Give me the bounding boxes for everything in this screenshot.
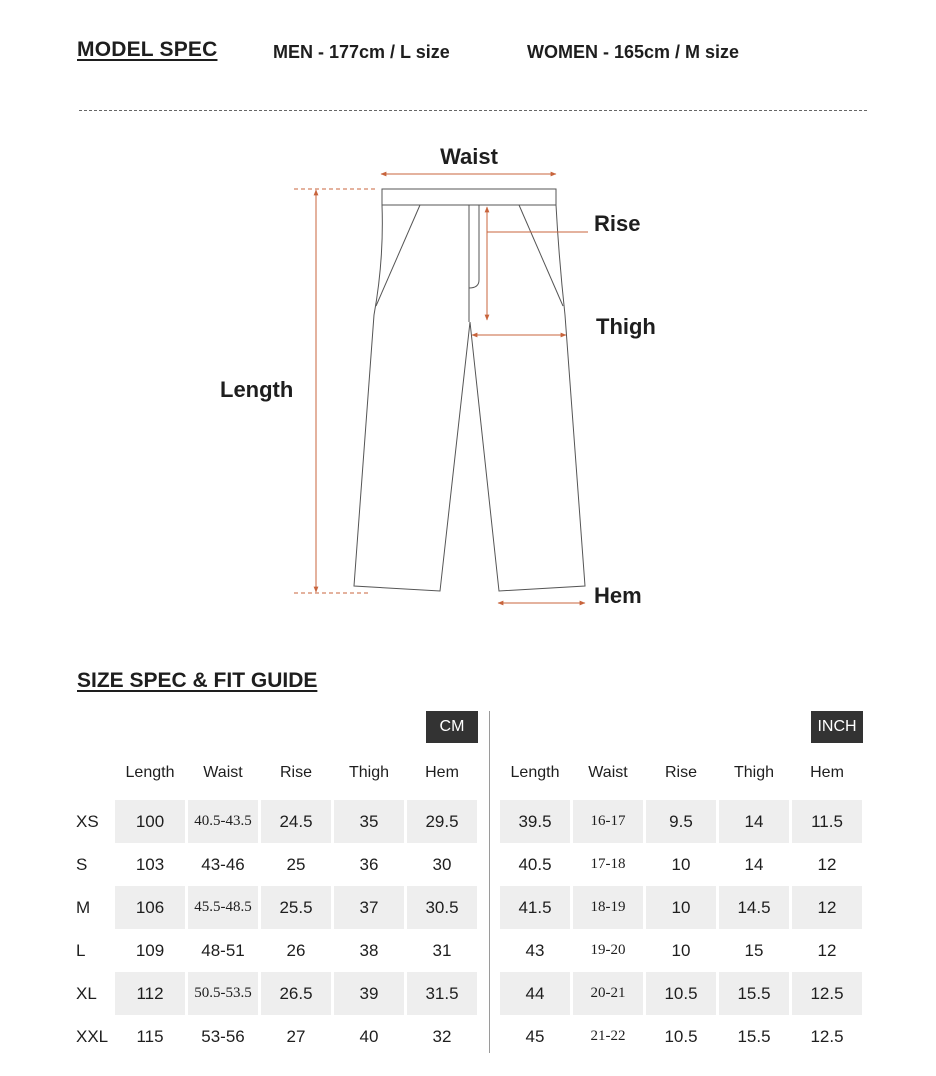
inch-cell: 43 [525, 940, 545, 960]
cm-cell: 50.5-53.5 [188, 972, 258, 1015]
cm-cell: 30 [432, 854, 452, 874]
inch-cell: 44 [500, 972, 570, 1015]
inch-cell: 9.5 [646, 800, 716, 843]
cm-header-length: Length [125, 764, 175, 781]
inch-cell: 21-22 [590, 1028, 626, 1044]
inch-cell: 14 [719, 800, 789, 843]
cm-cell: 26.5 [261, 972, 331, 1015]
cm-cell: 29.5 [407, 800, 477, 843]
inch-cell: 12 [817, 854, 837, 874]
inch-cell: 17-18 [590, 856, 626, 872]
cm-header-rise: Rise [279, 764, 312, 781]
cm-cell: 40.5-43.5 [188, 800, 258, 843]
cm-cell: 36 [359, 854, 379, 874]
inch-header-thigh: Thigh [733, 764, 775, 781]
thigh-label: Thigh [596, 314, 656, 339]
size-label-l: L [76, 940, 86, 960]
cm-cell: 27 [286, 1026, 306, 1046]
cm-cell: 24.5 [261, 800, 331, 843]
inch-cell: 39.5 [500, 800, 570, 843]
cm-cell: 25.5 [261, 886, 331, 929]
cm-cell: 109 [135, 940, 165, 960]
inch-cell: 14.5 [719, 886, 789, 929]
inch-cell: 15 [744, 940, 764, 960]
cm-cell: 106 [115, 886, 185, 929]
cm-cell: 31.5 [407, 972, 477, 1015]
cm-cell: 26 [286, 940, 306, 960]
inch-cell: 10 [671, 854, 691, 874]
cm-cell: 43-46 [201, 854, 245, 874]
inch-cell: 11.5 [792, 800, 862, 843]
size-label-xxl: XXL [76, 1026, 109, 1046]
inch-header-waist: Waist [588, 764, 628, 781]
cm-cell: 100 [115, 800, 185, 843]
cm-header-thigh: Thigh [348, 764, 390, 781]
inch-cell: 19-20 [590, 942, 626, 958]
inch-header-hem: Hem [810, 764, 844, 781]
inch-cell: 12 [792, 886, 862, 929]
cm-cell: 112 [115, 972, 185, 1015]
cm-cell: 48-51 [201, 940, 245, 960]
model-spec-title: MODEL SPEC [77, 38, 218, 61]
inch-header-length: Length [510, 764, 560, 781]
unit-badge-cm: CM [426, 711, 478, 743]
size-spec-title: SIZE SPEC & FIT GUIDE [77, 669, 318, 692]
size-label-xl: XL [76, 983, 97, 1003]
rise-label: Rise [594, 211, 641, 236]
cm-cell: 38 [359, 940, 379, 960]
inch-cell: 12.5 [792, 972, 862, 1015]
cm-cell: 30.5 [407, 886, 477, 929]
size-label-xs: XS [76, 811, 99, 831]
cm-cell: 115 [136, 1026, 164, 1046]
inch-cell: 15.5 [737, 1026, 771, 1046]
cm-cell: 45.5-48.5 [188, 886, 258, 929]
cm-header-hem: Hem [425, 764, 459, 781]
unit-badge-inch: INCH [811, 711, 863, 743]
length-label: Length [220, 377, 294, 402]
inch-cell: 10.5 [646, 972, 716, 1015]
inch-cell: 12 [817, 940, 837, 960]
model-spec-men: MEN - 177cm / L size [273, 42, 450, 62]
inch-cell: 10 [646, 886, 716, 929]
cm-cell: 39 [334, 972, 404, 1015]
cm-cell: 25 [286, 854, 306, 874]
pants-outline [354, 189, 585, 591]
cm-cell: 53-56 [201, 1026, 245, 1046]
inch-cell: 12.5 [810, 1026, 844, 1046]
cm-cell: 31 [432, 940, 452, 960]
inch-cell: 10 [671, 940, 691, 960]
cm-cell: 40 [359, 1026, 379, 1046]
inch-cell: 15.5 [719, 972, 789, 1015]
cm-cell: 35 [334, 800, 404, 843]
cm-cell: 103 [135, 854, 165, 874]
inch-header-rise: Rise [664, 764, 697, 781]
cm-cell: 37 [334, 886, 404, 929]
inch-cell: 16-17 [573, 800, 643, 843]
inch-cell: 10.5 [664, 1026, 698, 1046]
hem-label: Hem [594, 583, 642, 608]
model-spec-women: WOMEN - 165cm / M size [527, 42, 740, 62]
size-label-s: S [76, 854, 88, 874]
inch-cell: 45 [525, 1026, 545, 1046]
inch-cell: 18-19 [573, 886, 643, 929]
waist-label: Waist [440, 144, 498, 169]
table-divider [489, 711, 490, 1053]
cm-cell: 32 [432, 1026, 452, 1046]
inch-cell: 41.5 [500, 886, 570, 929]
cm-header-waist: Waist [203, 764, 243, 781]
inch-cell: 40.5 [518, 854, 552, 874]
inch-cell: 14 [744, 854, 764, 874]
inch-cell: 20-21 [573, 972, 643, 1015]
size-label-m: M [76, 897, 91, 917]
